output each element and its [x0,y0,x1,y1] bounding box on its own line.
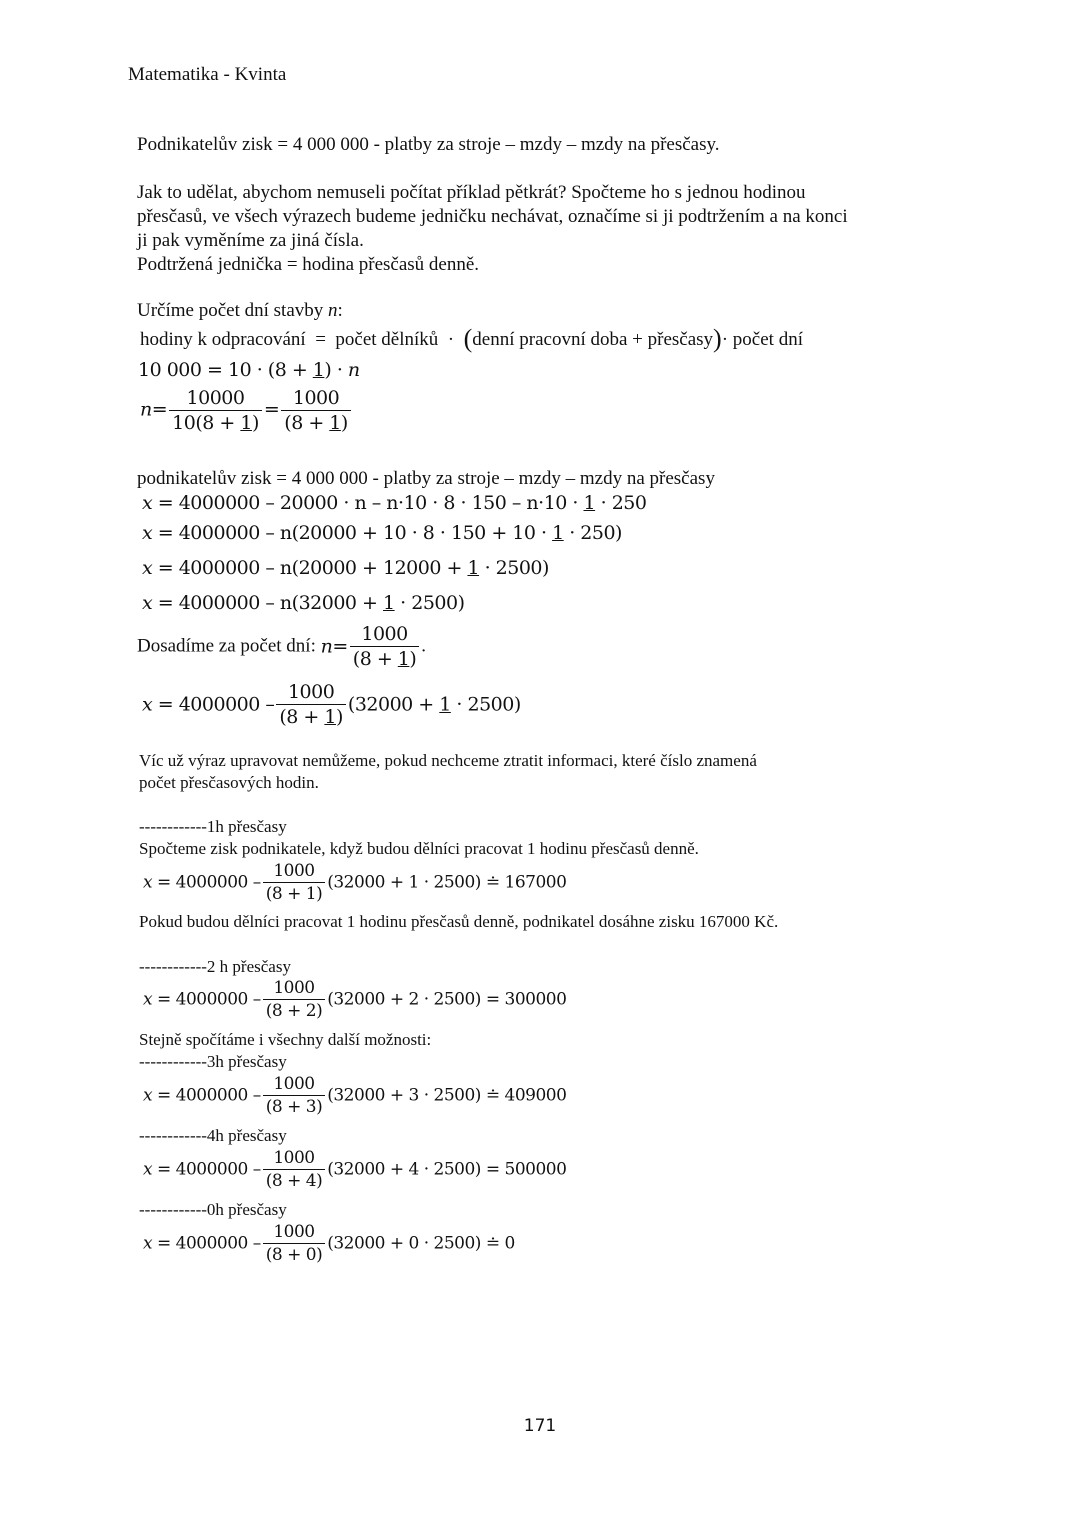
case-result: 409000 [504,1085,567,1106]
fraction-denominator: 10(8 + 1) [172,412,259,434]
days-heading-text: Určíme počet dní stavby [137,300,329,321]
substitute-label: Dosadíme za počet dní: [137,635,316,657]
fraction: $\frac{1000}{(8 + 1)}$ [350,622,420,671]
eq2-equals: = [151,398,168,421]
intro-line-3: ji pak vyměníme za jiná čísla. [137,230,364,251]
fraction [281,386,351,435]
days-equation-1 [138,358,360,382]
case-divider: ------------4h přesčasy [139,1126,287,1145]
document-header: Matematika - Kvinta [128,64,287,85]
fraction-denominator: (8 + 1) [284,412,348,434]
days-heading-suffix: : [337,300,343,321]
case-equation: x = 4000000 – $\frac{1000}{(8 + 2)}$ (32000 + 2 · 2500) = 300000 [143,978,567,1021]
intro-line-2: přesčasů, ve všech výrazech budeme jedničku nechávat, označíme si ji podtržením a na konci [137,206,848,227]
profit-line-1: x = 4000000 – 20000 · n – n·10 · 8 · 150 – n·10 · 1 · 250 [142,492,647,514]
case-divider: ------------2 h přesčasy [139,957,291,976]
profit-formula: Podnikatelův zisk = 4 000 000 - platby za stroje – mzdy – mzdy na přesčasy. [137,134,720,155]
fraction-numerator: 10000 [169,386,262,411]
case-result: 500000 [504,1159,567,1180]
note-line-1: Víc už výraz upravovat nemůžeme, pokud nechceme ztratit informaci, které číslo znamená [139,751,757,770]
case-equation: x = 4000000 – $\frac{1000}{(8 + 0)}$ (32000 + 0 · 2500) ≐ 0 [143,1222,515,1265]
word-eq-dot: · [447,329,455,350]
case-equation: x = 4000000 – $\frac{1000}{(8 + 4)}$ (32000 + 4 · 2500) = 500000 [143,1148,567,1191]
fraction: $\frac{1000}{(8 + 2)}$ [263,977,325,1022]
case-after-text: Stejně spočítáme i všechny další možnosti: [139,1030,432,1049]
eq1-var: n [347,359,360,381]
case-equation: x = 4000000 – $\frac{1000}{(8 + 3)}$ (32000 + 3 · 2500) ≐ 409000 [143,1074,567,1117]
case-intro: Spočteme zisk podnikatele, když budou dělníci pracovat 1 hodinu přesčasů denně. [139,839,699,858]
profit-line-2: x = 4000000 – n(20000 + 10 · 8 · 150 + 10 · 1 · 250) [142,522,622,544]
case-divider: ------------3h přesčasy [139,1052,287,1071]
case-divider: ------------0h přesčasy [139,1200,287,1219]
profit-line-3: x = 4000000 – n(20000 + 12000 + 1 · 2500) [142,557,549,579]
case-result: 0 [504,1233,515,1254]
case-result: 300000 [504,989,567,1010]
word-eq-lhs: hodiny k odpracování [140,329,306,350]
fraction: $\frac{1000}{(8 + 1)}$ [263,860,325,905]
intro-line-1: Jak to udělat, abychom nemuseli počítat příklad pětkrát? Spočteme ho s jednou hodinou [137,182,806,203]
fraction: $\frac{1000}{(8 + 4)}$ [263,1147,325,1192]
eq1-lhs: 10 000 = 10 · (8 + [138,359,313,381]
case-result: 167000 [504,872,567,893]
profit-heading: podnikatelův zisk = 4 000 000 - platby za stroje – mzdy – mzdy na přesčasy [137,468,715,489]
eq1-rhs: ) · [324,359,348,381]
eq1-underlined-one: 1 [312,359,325,381]
fraction-numerator: 1000 [281,386,351,411]
fraction: $\frac{1000}{(8 + 3)}$ [263,1073,325,1118]
case-divider: ------------1h přesčasy [139,817,287,836]
word-equation: hodiny k odpracování = počet dělníků · (denní pracovní doba + přesčasy)· počet dní [140,324,803,353]
note-line-2: počet přesčasových hodin. [139,773,319,792]
word-eq-days: počet dní [732,329,803,350]
case-equation: x = 4000000 – $\frac{1000}{(8 + 1)}$ (32000 + 1 · 2500) ≐ 167000 [143,861,567,904]
case-conclusion: Pokud budou dělníci pracovat 1 hodinu přesčasů denně, podnikatel dosáhne zisku 167000 Kč. [139,912,779,931]
underline-note: Podtržená jednička = hodina přesčasů denně. [137,254,480,275]
eq2-equals-2: = [263,398,280,421]
days-heading-var: n [328,300,338,321]
days-heading [137,299,343,323]
word-eq-workers: počet dělníků [335,329,439,350]
word-eq-paren-content: denní pracovní doba + přesčasy [472,329,714,350]
substitute-line: Dosadíme za počet dní: n= $\frac{1000}{(8 + 1)}$ . [137,623,427,670]
days-equation-2 [140,386,353,435]
fraction: $\frac{1000}{(8 + 1)}$ [276,680,346,729]
word-eq-equals: = [315,329,326,350]
substituted-equation: x = 4000000 – $\frac{1000}{(8 + 1)}$ (32000 + 1 · 2500) [142,681,521,728]
page-number: 171 [523,1416,557,1436]
eq2-var: n [140,398,152,421]
fraction [169,386,262,435]
fraction: $\frac{1000}{(8 + 0)}$ [263,1221,325,1266]
profit-line-4: x = 4000000 – n(32000 + 1 · 2500) [142,592,465,614]
